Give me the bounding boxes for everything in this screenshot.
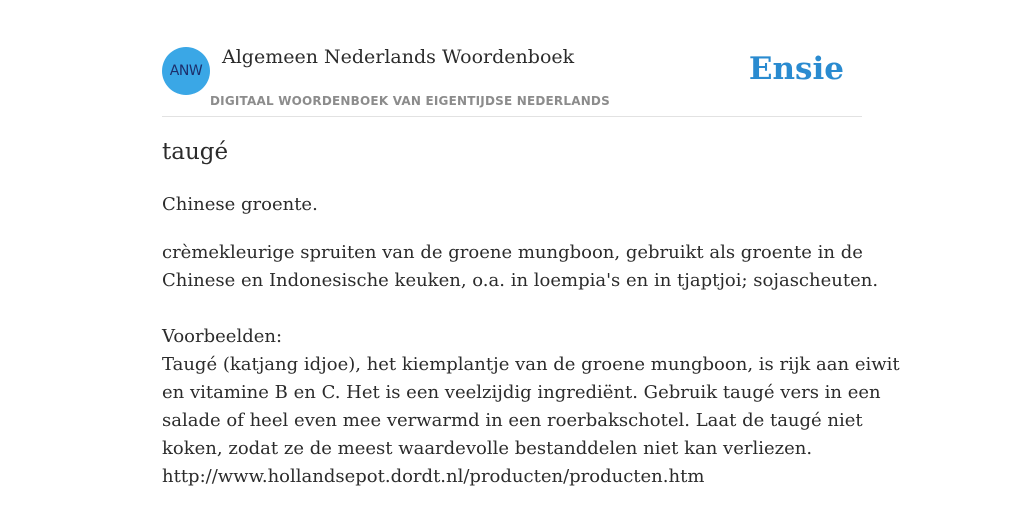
example-line: en vitamine B en C. Het is een veelzijdig ingrediënt. Gebruik taugé vers in een bbox=[162, 382, 881, 403]
entry-definition: Chinese groente. bbox=[162, 194, 318, 215]
anw-logo[interactable] bbox=[162, 47, 210, 95]
site-subtitle: DIGITAAL WOORDENBOEK VAN EIGENTIJDSE NEDERLANDS bbox=[210, 94, 610, 108]
ensie-brand-link[interactable]: Ensie bbox=[748, 51, 844, 87]
example-line: salade of heel even mee verwarmd in een roerbakschotel. Laat de taugé niet bbox=[162, 410, 863, 431]
example-line: koken, zodat ze de meest waardevolle bestanddelen niet kan verliezen. bbox=[162, 438, 813, 459]
description-line: crèmekleurige spruiten van de groene mungboon, gebruikt als groente in de bbox=[162, 242, 863, 263]
example-line: Taugé (katjang idjoe), het kiemplantje van de groene mungboon, is rijk aan eiwit bbox=[162, 354, 900, 375]
entry-body bbox=[162, 239, 900, 491]
examples-label: Voorbeelden: bbox=[162, 326, 283, 347]
site-header bbox=[162, 46, 862, 117]
description-line: Chinese en Indonesische keuken, o.a. in loempia's en in tjaptjoi; sojascheuten. bbox=[162, 270, 879, 291]
site-title[interactable]: Algemeen Nederlands Woordenboek bbox=[222, 46, 575, 68]
example-source-url: http://www.hollandsepot.dordt.nl/producten/producten.htm bbox=[162, 466, 705, 487]
paragraph-gap bbox=[162, 295, 862, 323]
logo-text: ANW bbox=[169, 63, 203, 79]
entry-headword: taugé bbox=[162, 139, 229, 165]
